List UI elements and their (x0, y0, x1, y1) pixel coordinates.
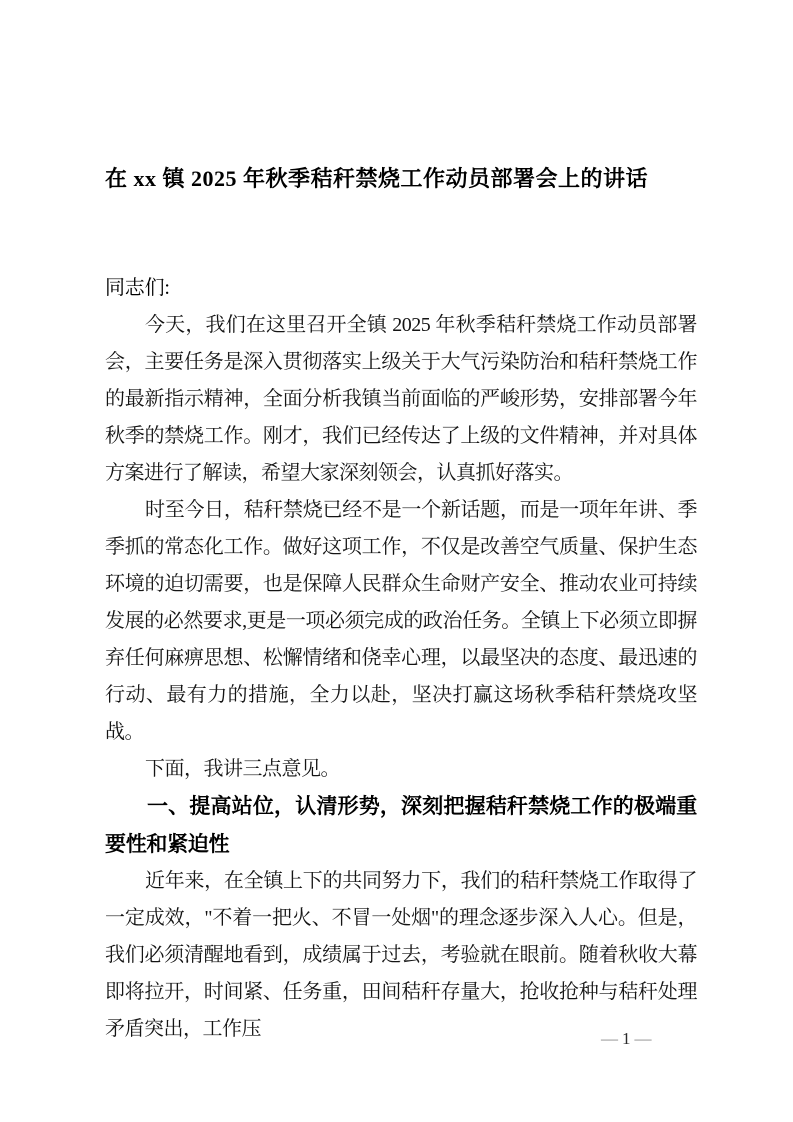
paragraph-1: 今天，我们在这里召开全镇 2025 年秋季秸秆禁烧工作动员部署会，主要任务是深入贯彻落实上级关于大气污染防治和秸秆禁烧工作的最新指示精神，全面分析我镇当前面临的严峻形势，安排部署今年秋季的禁烧工作。刚才，我们已经传达了上级的文件精神，并对具体方案进行了解读，希望大家深刻领会，认真抓好落实。 (105, 314, 697, 484)
page-number-value: 1 (622, 1029, 631, 1048)
page-number-dash-right: — (634, 1029, 652, 1048)
section-heading-1: 一、提高站位，认清形势，深刻把握秸秆禁烧工作的极端重要性和紧迫性 (105, 795, 697, 856)
paragraph-4: 近年来，在全镇上下的共同努力下，我们的秸秆禁烧工作取得了一定成效，"不着一把火、不冒一处烟"的理念逐步深入人心。但是，我们必须清醒地看到，成绩属于过去，考验就在眼前。随着秋收大幕即将拉开，时间紧、任务重，田间秸秆存量大，抢收抢种与秸秆处理矛盾突出，工作压 (105, 870, 697, 1040)
document-content (105, 162, 697, 1048)
page-number-dash-left: — (601, 1029, 618, 1048)
document-title: 在 xx 镇 2025 年秋季秸秆禁烧工作动员部署会上的讲话 (105, 166, 649, 191)
paragraph-2: 时至今日，秸秆禁烧已经不是一个新话题，而是一项年年讲、季季抓的常态化工作。做好这项工作，不仅是改善空气质量、保护生态环境的迫切需要，也是保障人民群众生命财产安全、推动农业可持续发展的必然要求,更是一项必须完成的政治任务。全镇上下必须立即摒弃任何麻痹思想、松懈情绪和侥幸心理，以最坚决的态度、最迅速的行动、最有力的措施，全力以赴，坚决打赢这场秋季秸秆禁烧攻坚战。 (105, 499, 697, 743)
salutation: 同志们: (105, 277, 170, 299)
paragraph-3: 下面，我讲三点意见。 (145, 758, 340, 780)
page-number (597, 1028, 687, 1050)
